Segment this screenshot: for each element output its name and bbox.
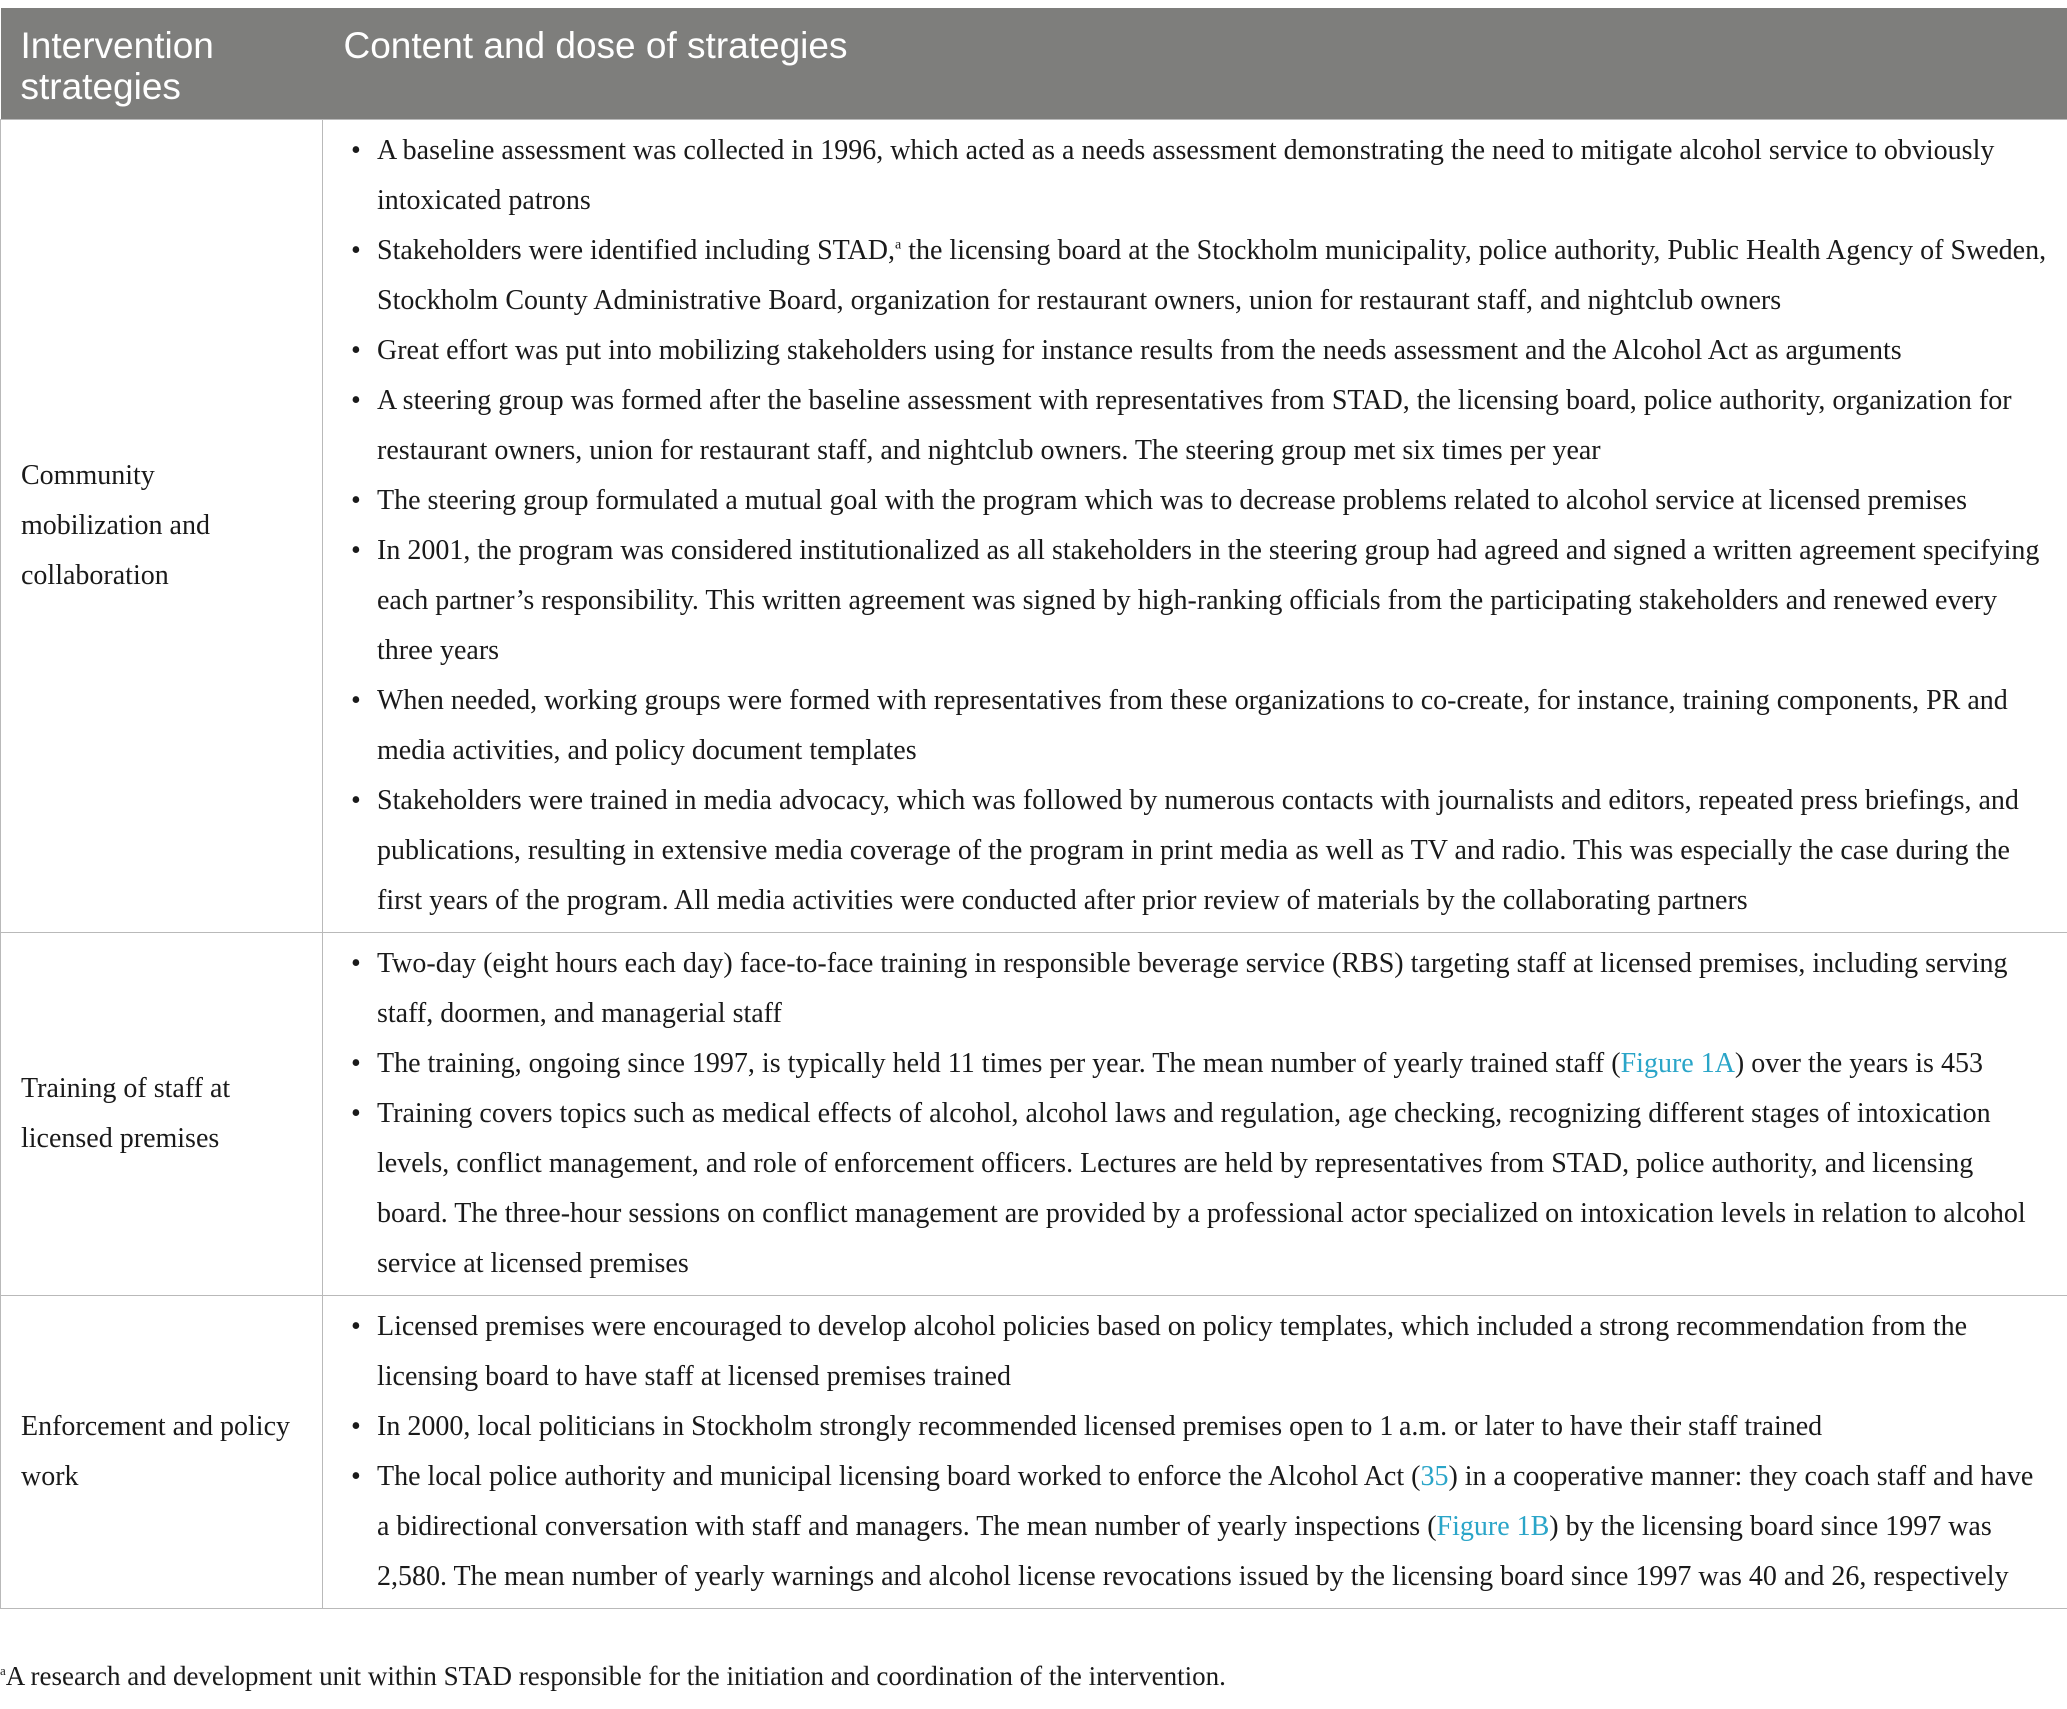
bullet-list xyxy=(343,1302,2049,1602)
item-text: The local police authority and municipal licensing board worked to enforce the Alcohol Act ( xyxy=(377,1461,1421,1492)
list-item xyxy=(343,226,2049,326)
reference-35-link[interactable]: 35 xyxy=(1420,1461,1449,1492)
list-item: • Stakeholders were trained in media advocacy, which was followed by numerous contacts with journalists and editors, repeated press briefings, and publications, resulting in extensive media coverage of the program in print media as well as TV and radio. This was especially the case during the first years of the program. All media activities were conducted after prior review of materials by the collaborating partners xyxy=(343,776,2049,926)
content-cell xyxy=(323,120,2067,933)
list-item: • Licensed premises were encouraged to develop alcohol policies based on policy templates, which included a strong recommendation from the licensing board to have staff at licensed premises trained xyxy=(343,1302,2049,1402)
table-row xyxy=(1,120,2067,933)
item-text: The training, ongoing since 1997, is typically held 11 times per year. The mean number of yearly trained staff ( xyxy=(377,1048,1621,1079)
header-intervention-strategies: Intervention strategies xyxy=(1,8,323,120)
item-text: ) by the licensing board since 1997 was 2,580. The mean number of yearly warnings and alcohol license revocations issued by the licensing board since 1997 was 40 and 26, respectively xyxy=(377,1511,2009,1592)
strategy-cell: Training of staff at licensed premises xyxy=(1,933,323,1296)
strategy-cell: Enforcement and policy work xyxy=(1,1296,323,1609)
footnote-marker: a xyxy=(894,237,902,253)
list-item xyxy=(343,1039,2049,1089)
table-header-row xyxy=(1,8,2067,120)
item-text: ) in a cooperative manner: they coach staff and have a bidirectional conversation with staff and managers. The mean number of yearly inspections ( xyxy=(377,1461,2034,1542)
list-item: • In 2001, the program was considered institutionalized as all stakeholders in the steering group had agreed and signed a written agreement specifying each partner’s responsibility. This written agreement was signed by high-ranking officials from the participating stakeholders and renewed every three years xyxy=(343,526,2049,676)
figure-1b-link[interactable]: Figure 1B xyxy=(1436,1511,1550,1542)
table-row xyxy=(1,933,2067,1296)
footnote-mark: a xyxy=(0,1663,6,1678)
list-item xyxy=(343,1452,2049,1602)
figure-1a-link[interactable]: Figure 1A xyxy=(1620,1048,1735,1079)
bullet-list xyxy=(343,939,2049,1289)
footnote-text: A research and development unit within STAD responsible for the initiation and coordination of the intervention. xyxy=(5,1661,1226,1691)
list-item: • Two-day (eight hours each day) face-to-face training in responsible beverage service (RBS) targeting staff at licensed premises, including serving staff, doormen, and managerial staff xyxy=(343,939,2049,1039)
list-item: • Training covers topics such as medical effects of alcohol, alcohol laws and regulation, age checking, recognizing different stages of intoxication levels, conflict management, and role of enforcement officers. Lectures are held by representatives from STAD, police authority, and licensing board. The three-hour sessions on conflict management are provided by a professional actor specialized on intoxication levels in relation to alcohol service at licensed premises xyxy=(343,1089,2049,1289)
strategies-table xyxy=(0,8,2067,1609)
list-item: • A steering group was formed after the baseline assessment with representatives from STAD, the licensing board, police authority, organization for restaurant owners, union for restaurant staff, and nightclub owners. The steering group met six times per year xyxy=(343,376,2049,476)
item-text: ) over the years is 453 xyxy=(1734,1048,1983,1079)
list-item: • A baseline assessment was collected in 1996, which acted as a needs assessment demonstrating the need to mitigate alcohol service to obviously intoxicated patrons xyxy=(343,126,2049,226)
list-item: • When needed, working groups were formed with representatives from these organizations to co-create, for instance, training components, PR and media activities, and policy document templates xyxy=(343,676,2049,776)
table-row xyxy=(1,1296,2067,1609)
header-content-and-dose: Content and dose of strategies xyxy=(323,8,2067,120)
item-text: the licensing board at the Stockholm municipality, police authority, Public Health Agency of Sweden, Stockholm County Administrative Board, organization for restaurant owners, union for restaurant staff, and nightclub owners xyxy=(377,235,2047,316)
list-item: • In 2000, local politicians in Stockholm strongly recommended licensed premises open to 1 a.m. or later to have their staff trained xyxy=(343,1402,2049,1452)
bullet-list xyxy=(343,126,2049,926)
list-item: • The steering group formulated a mutual goal with the program which was to decrease problems related to alcohol service at licensed premises xyxy=(343,476,2049,526)
list-item: • Great effort was put into mobilizing stakeholders using for instance results from the needs assessment and the Alcohol Act as arguments xyxy=(343,326,2049,376)
content-cell xyxy=(323,933,2067,1296)
strategy-cell: Community mobilization and collaboration xyxy=(1,120,323,933)
table-footnote xyxy=(0,1659,1226,1693)
item-text: Stakeholders were identified including STAD, xyxy=(377,235,895,266)
content-cell xyxy=(323,1296,2067,1609)
